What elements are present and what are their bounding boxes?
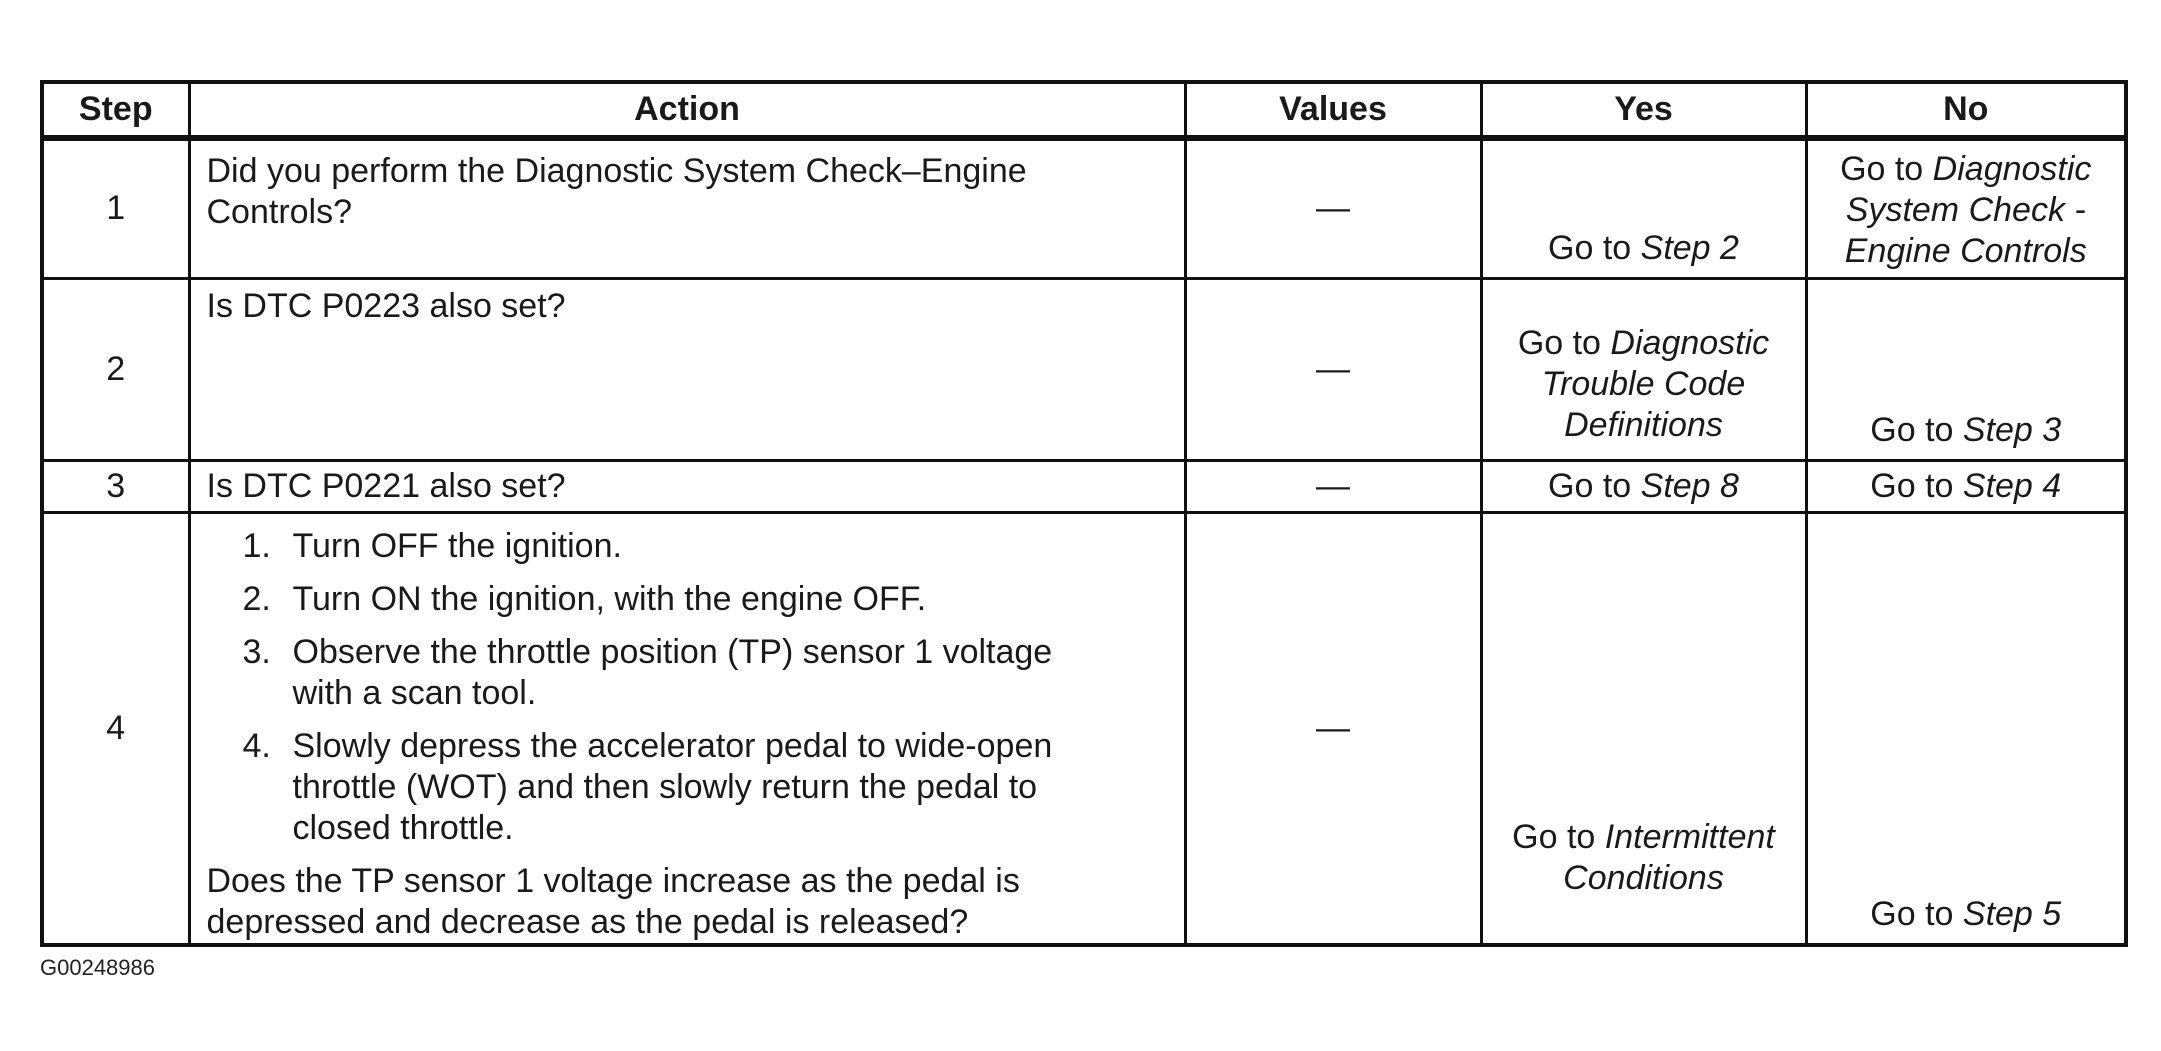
values-cell: —	[1185, 138, 1481, 278]
yes-cell	[1481, 512, 1806, 945]
step-index: 4.	[242, 726, 271, 765]
no-prefix: Go to	[1870, 410, 1963, 449]
no-link[interactable]: Step 4	[1962, 466, 2062, 505]
action-steps-list	[207, 526, 1168, 849]
step-number: 4	[42, 512, 189, 945]
step-number: 3	[42, 460, 189, 512]
step-number: 2	[42, 278, 189, 460]
step-index: 2.	[242, 579, 271, 618]
header-values: Values	[1185, 82, 1481, 138]
values-cell: —	[1185, 278, 1481, 460]
table-row	[42, 278, 2126, 460]
values-cell: —	[1185, 460, 1481, 512]
no-cell	[1806, 138, 2126, 278]
yes-prefix: Go to	[1517, 323, 1611, 362]
list-item	[242, 579, 1168, 620]
header-no: No	[1806, 82, 2126, 138]
no-cell	[1806, 512, 2126, 945]
step-text: Turn OFF the ignition.	[292, 526, 622, 565]
action-question: Does the TP sensor 1 voltage increase as the pedal is depressed and decrease as the pedal is released?	[206, 861, 1020, 941]
no-prefix: Go to	[1870, 466, 1963, 505]
list-item	[242, 726, 1168, 849]
action-text: Is DTC P0223 also set?	[206, 286, 566, 325]
list-item	[242, 526, 1168, 567]
no-link[interactable]: Step 5	[1962, 894, 2062, 933]
diagnostic-table	[40, 80, 2128, 947]
header-action: Action	[189, 82, 1185, 138]
values-cell: —	[1185, 512, 1481, 945]
table-row	[42, 460, 2126, 512]
action-text: Did you perform the Diagnostic System Check–Engine Controls?	[206, 152, 1027, 231]
header-step: Step	[42, 82, 189, 138]
no-cell	[1806, 460, 2126, 512]
yes-prefix: Go to	[1548, 466, 1641, 505]
list-item	[242, 632, 1168, 714]
step-number: 1	[42, 138, 189, 278]
no-prefix: Go to	[1870, 894, 1963, 933]
yes-prefix: Go to	[1548, 228, 1641, 267]
step-text: Observe the throttle position (TP) sensor 1 voltage with a scan tool.	[292, 632, 1053, 712]
no-link[interactable]: Step 3	[1962, 410, 2062, 449]
yes-link[interactable]: Diagnostic Trouble Code Definitions	[1541, 323, 1770, 444]
step-text: Slowly depress the accelerator pedal to wide-open throttle (WOT) and then slowly return the pedal to closed throttle.	[292, 726, 1053, 847]
action-cell	[189, 278, 1185, 460]
table-header-row	[42, 82, 2126, 138]
yes-link[interactable]: Step 2	[1640, 228, 1739, 267]
yes-cell	[1481, 278, 1806, 460]
yes-link[interactable]: Intermittent Conditions	[1563, 817, 1775, 897]
yes-cell	[1481, 460, 1806, 512]
table-row	[42, 512, 2126, 945]
figure-id: G00248986	[40, 955, 155, 980]
yes-prefix: Go to	[1512, 817, 1605, 856]
action-cell	[189, 460, 1185, 512]
no-prefix: Go to	[1840, 150, 1933, 188]
table-row	[42, 138, 2126, 278]
action-cell	[189, 512, 1185, 945]
action-cell	[189, 138, 1185, 278]
action-text: Is DTC P0221 also set?	[206, 466, 566, 505]
yes-link[interactable]: Step 8	[1640, 466, 1739, 505]
header-yes: Yes	[1481, 82, 1806, 138]
no-link[interactable]: Diagnostic System Check - Engine Controls	[1844, 150, 2092, 270]
yes-cell	[1481, 138, 1806, 278]
step-index: 1.	[242, 526, 271, 565]
step-text: Turn ON the ignition, with the engine OFF.	[292, 579, 927, 618]
no-cell	[1806, 278, 2126, 460]
step-index: 3.	[242, 632, 271, 671]
